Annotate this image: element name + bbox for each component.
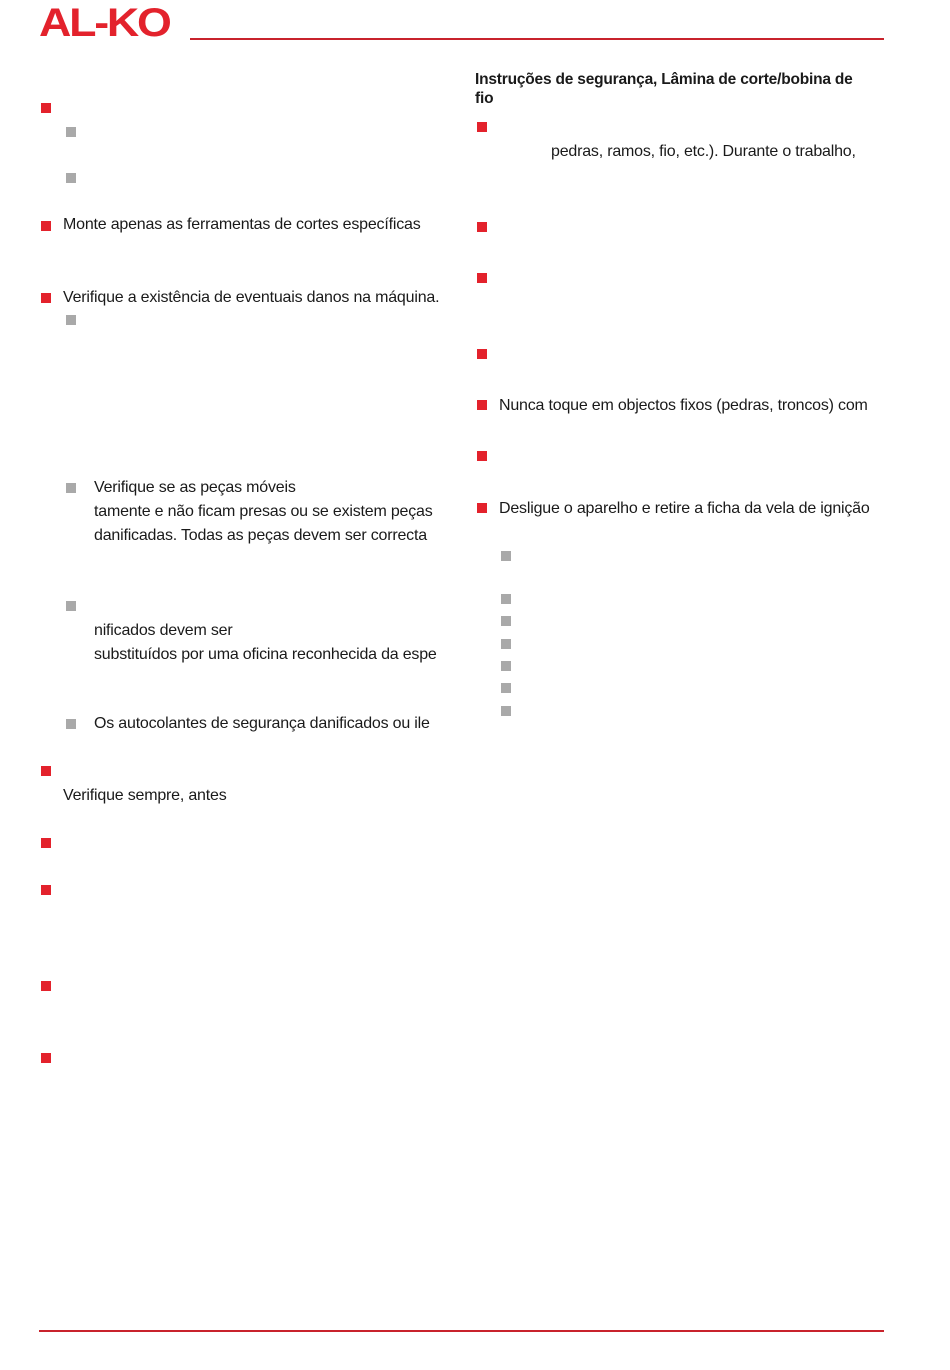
bullet-verifique-danos	[41, 293, 51, 303]
sub-bullet-right-5	[501, 661, 511, 671]
sub-bullet-danos-a	[66, 315, 76, 325]
bullet-left-8	[41, 838, 51, 848]
text-autocolantes: Os autocolantes de segurança danificados ou ile	[94, 715, 430, 732]
bullet-right-3	[477, 273, 487, 283]
bullet-verifique-sempre	[41, 766, 51, 776]
text-verifique-danos: Verifique a existência de eventuais danos na máquina.	[63, 289, 440, 306]
text-pecas-line-3: danificadas. Todas as peças devem ser correcta	[94, 527, 427, 544]
bullet-right-1	[477, 122, 487, 132]
bullet-1	[41, 103, 51, 113]
sub-bullet-right-6	[501, 683, 511, 693]
sub-bullet-right-7	[501, 706, 511, 716]
sub-bullet-right-4	[501, 639, 511, 649]
sub-bullet-danificados	[66, 601, 76, 611]
text-danificados-line-2: substituídos por uma oficina reconhecida da espe	[94, 646, 437, 663]
sub-bullet-pecas	[66, 483, 76, 493]
text-nunca-toque: Nunca toque em objectos fixos (pedras, troncos) com	[499, 397, 868, 414]
footer-rule	[39, 1330, 884, 1332]
text-monte-ferramentas: Monte apenas as ferramentas de cortes específicas	[63, 216, 421, 233]
sub-bullet-1a	[66, 127, 76, 137]
bullet-monte	[41, 221, 51, 231]
text-danificados-line-1: nificados devem ser	[94, 622, 233, 639]
sub-bullet-right-1	[501, 551, 511, 561]
bullet-left-11	[41, 1053, 51, 1063]
text-verifique-sempre: Verifique sempre, antes	[63, 787, 227, 804]
sub-bullet-1b	[66, 173, 76, 183]
sub-bullet-autocolantes	[66, 719, 76, 729]
alko-logo: AL-KO	[39, 1, 170, 45]
text-pecas-line-1: Verifique se as peças móveis	[94, 479, 296, 496]
section-heading: Instruções de segurança, Lâmina de corte/bobina de fio	[475, 71, 853, 107]
text-desligue-aparelho: Desligue o aparelho e retire a ficha da vela de ignição	[499, 500, 870, 517]
bullet-nunca-toque	[477, 400, 487, 410]
bullet-left-10	[41, 981, 51, 991]
sub-bullet-right-3	[501, 616, 511, 626]
header-rule	[190, 38, 884, 40]
bullet-right-6	[477, 451, 487, 461]
text-pecas-line-2: tamente e não ficam presas ou se existem peças	[94, 503, 433, 520]
bullet-desligue	[477, 503, 487, 513]
bullet-right-2	[477, 222, 487, 232]
text-pedras-ramos: pedras, ramos, fio, etc.). Durante o trabalho,	[551, 143, 856, 160]
bullet-left-9	[41, 885, 51, 895]
bullet-right-4	[477, 349, 487, 359]
sub-bullet-right-2	[501, 594, 511, 604]
